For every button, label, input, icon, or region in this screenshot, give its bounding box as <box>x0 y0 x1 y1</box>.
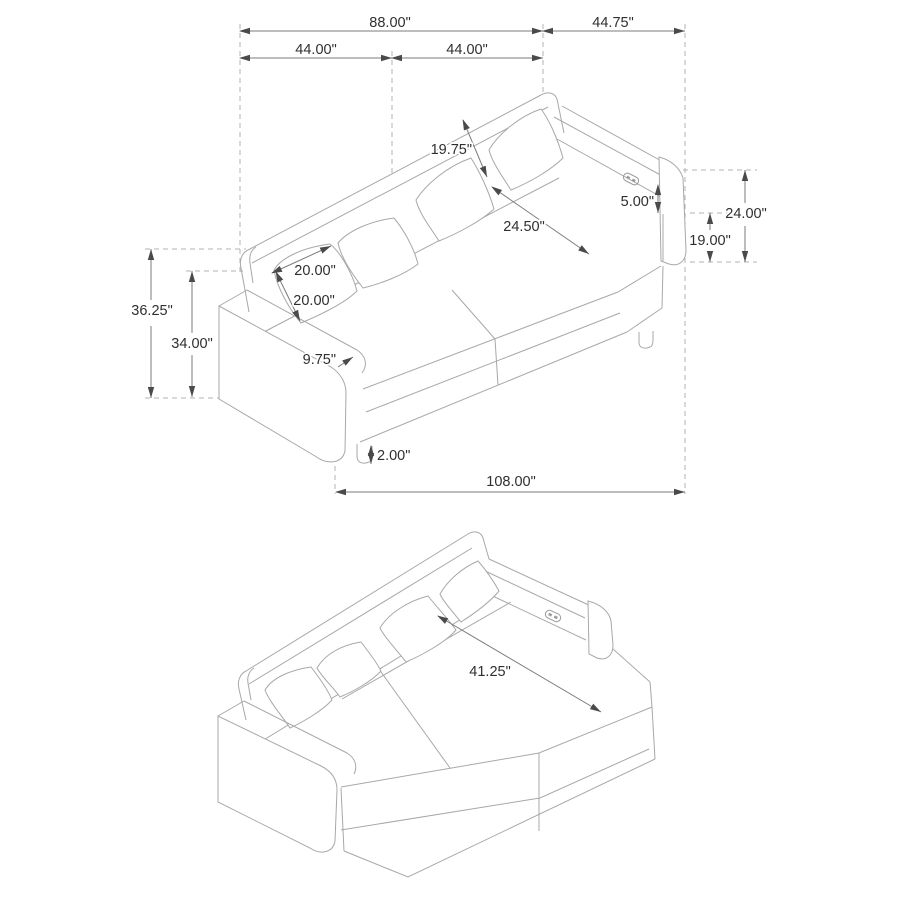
bed-pillow-4 <box>440 561 499 622</box>
bed-back-left-inner <box>248 668 254 700</box>
dim-label: 5.00" <box>620 194 654 210</box>
dim-rail-above-seat <box>621 185 658 213</box>
bed-surface-seam-depth <box>371 658 450 768</box>
dim-overall-height <box>131 249 172 398</box>
dim-label: 36.25" <box>131 303 173 319</box>
seat-middle-seam <box>452 290 495 339</box>
usb-charging-port-icon <box>544 609 562 623</box>
bed-view <box>218 532 655 877</box>
dim-back-height <box>171 271 212 397</box>
pillow-4 <box>489 109 563 190</box>
seat-front-top-edge <box>363 292 618 389</box>
dim-overall-length <box>336 474 685 492</box>
bed-pillow-3 <box>380 596 456 662</box>
chaise-right-corner <box>662 266 663 308</box>
chaise-right-top-edge <box>618 266 661 292</box>
front-leg <box>357 444 372 463</box>
dim-label: 44.75" <box>592 15 634 31</box>
dim-label: 2.00" <box>377 448 411 464</box>
bed-surface-front-edge <box>341 707 652 787</box>
base-bottom-edge <box>360 332 627 442</box>
dim-label: 20.00" <box>294 263 336 279</box>
bed-right-armrest <box>588 601 613 659</box>
bed-drawing <box>218 532 655 877</box>
usb-charging-port-icon <box>622 172 640 186</box>
dim-bed-width <box>438 616 601 712</box>
right-leg <box>639 331 653 348</box>
bed-front-seam <box>341 749 649 830</box>
dim-chaise-extension <box>543 15 685 31</box>
dim-arm-height <box>725 170 766 262</box>
bed-left-armrest-nose <box>347 753 356 774</box>
left-armrest-top-back <box>219 290 247 306</box>
dim-seat-width-left <box>240 42 392 58</box>
sofa-back-left-inner <box>250 247 256 283</box>
sofa-view <box>131 15 766 494</box>
dim-label: 9.75" <box>302 352 336 368</box>
rail-outer-top <box>562 106 674 168</box>
bed-platform-right-face <box>650 682 652 707</box>
dim-leg-height <box>371 446 410 464</box>
bed-right-corner-edge <box>652 707 655 759</box>
sofa-back-left-edge <box>240 250 249 312</box>
dim-label: 44.00" <box>295 42 337 58</box>
bed-rail-inner-bottom <box>482 591 586 640</box>
chaise-right-bottom-edge <box>627 308 662 332</box>
dim-seat-width-right <box>392 42 543 58</box>
seat-front-seam <box>366 313 620 412</box>
bed-rail-outer-top <box>489 559 593 607</box>
left-armrest-nose <box>357 350 365 373</box>
dim-label: 34.00" <box>171 336 213 352</box>
bed-left-corner-edge <box>341 788 344 851</box>
dim-overall-back-width <box>240 15 543 31</box>
dim-label: 88.00" <box>369 15 411 31</box>
bed-left-armrest <box>218 716 337 852</box>
dim-label: 108.00" <box>486 474 536 490</box>
dim-label: 19.75" <box>430 142 472 158</box>
dim-label: 44.00" <box>446 42 488 58</box>
dim-seat-depth <box>492 187 589 254</box>
bed-front-bottom-edge <box>344 759 655 877</box>
dim-arm-width <box>303 352 353 368</box>
dim-label: 24.00" <box>725 206 767 222</box>
dim-label: 19.00" <box>689 233 731 249</box>
dim-label: 41.25" <box>469 664 511 680</box>
bed-pillow-1 <box>265 667 332 728</box>
bed-platform-right-edge <box>613 649 650 682</box>
dim-label: 24.50" <box>503 219 545 235</box>
left-armrest <box>219 306 346 462</box>
dimensions-lower <box>438 616 601 712</box>
bed-back-left-edge <box>238 671 246 720</box>
bed-left-armrest-top-back <box>218 701 244 716</box>
dim-label: 20.00" <box>293 293 335 309</box>
